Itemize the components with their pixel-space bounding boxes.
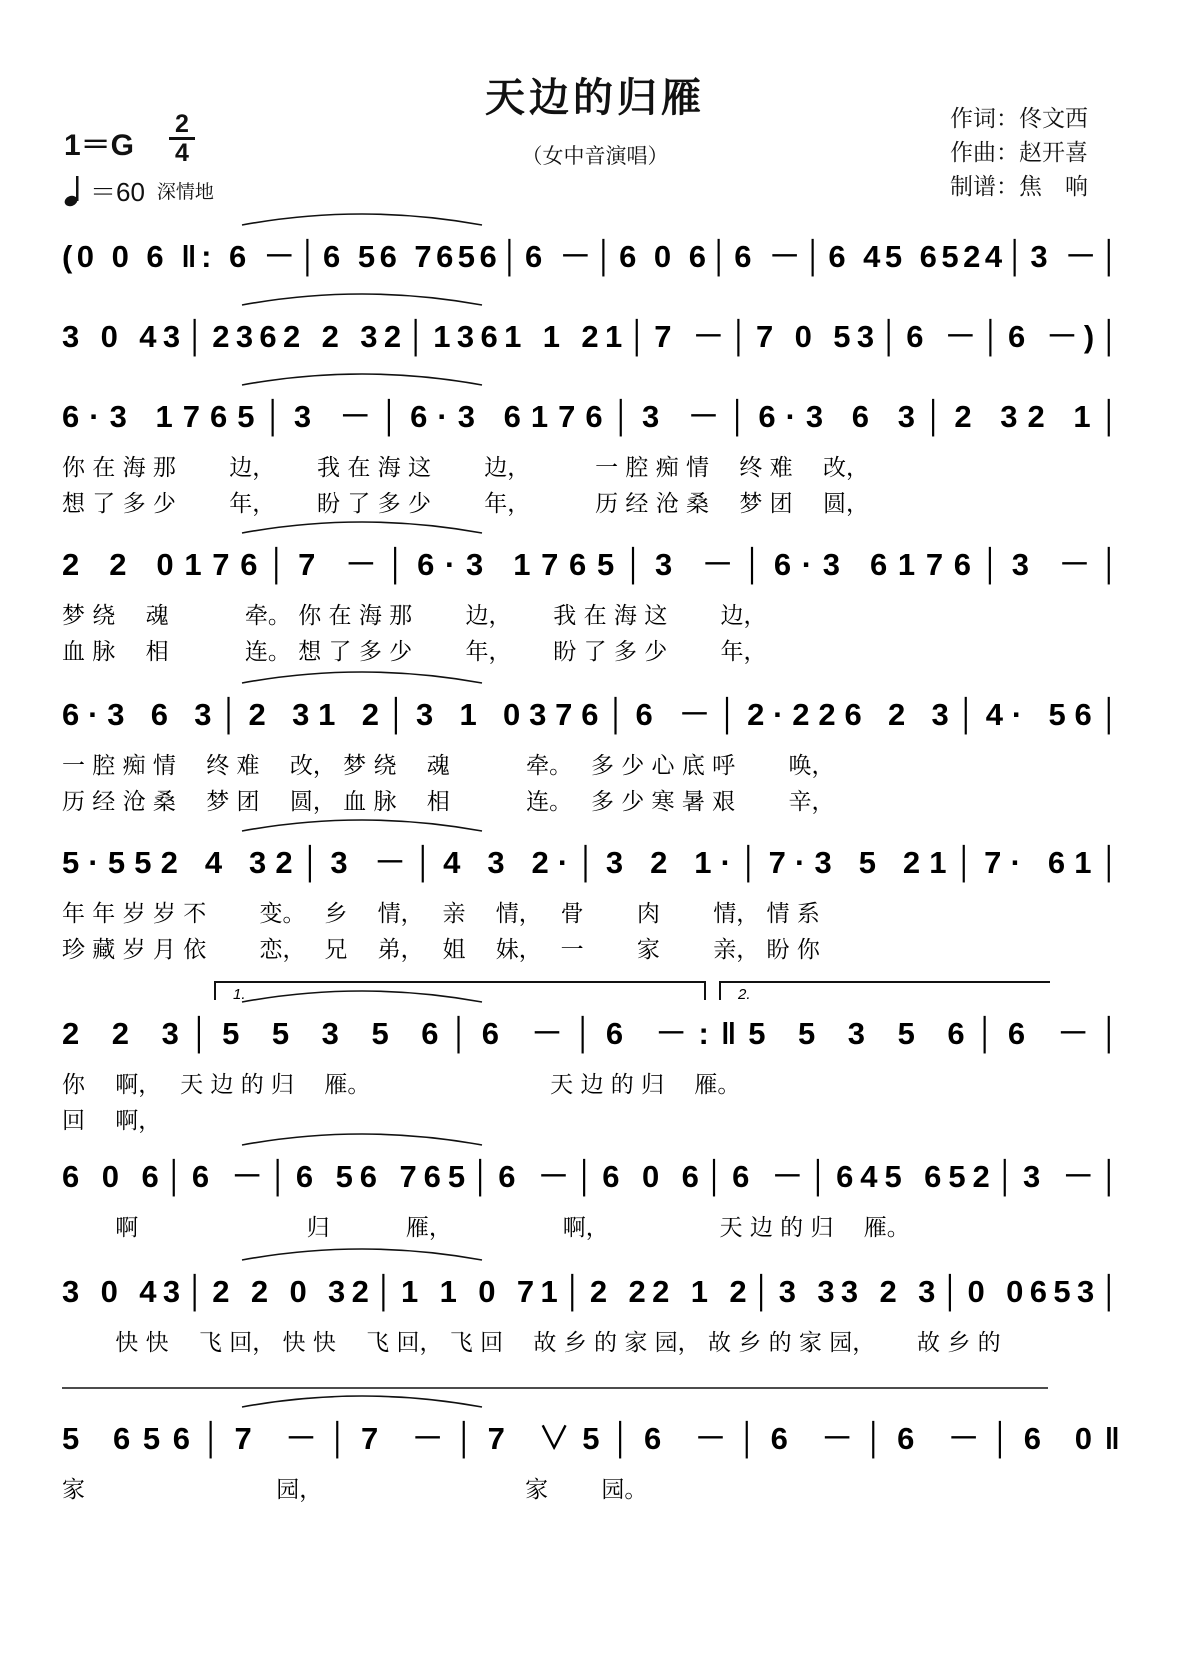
time-signature-top: 2 [175, 110, 189, 138]
slur-arc [242, 522, 482, 533]
lyric-line-1: 你 啊， 天 边 的 归 雁。 天 边 的 归 雁。 [62, 1072, 741, 1098]
score-row-5 [62, 672, 1120, 815]
transcriber-credit: 制谱：焦 响 [950, 174, 1088, 200]
score-row-10 [62, 1396, 1120, 1503]
key-signature: 1＝G [64, 129, 135, 162]
slur-arc [242, 1396, 482, 1407]
score-row-1 [62, 214, 1120, 277]
lyricist-credit: 作词：佟文西 [950, 106, 1088, 132]
score-row-9 [62, 1249, 1120, 1356]
expression-mark: 深情地 [156, 182, 214, 203]
notation-line: 3 0 43│2 2 0 32│1 1 0 71│2 22 1 2│3 33 2 3│0 0653│ [62, 1274, 1121, 1309]
lyric-line-1: 啊 归 雁， 啊， 天 边 的 归 雁。 [62, 1215, 910, 1241]
tempo-value: ＝60 [90, 177, 145, 207]
slur-arc [242, 820, 482, 831]
lyric-line-2: 珍 藏 岁 月 依 恋， 兄 弟， 姐 妹， 一 家 亲， 盼 你 [62, 937, 820, 963]
composer-credit: 作曲：赵开喜 [950, 140, 1088, 166]
notation-line: 3 0 43│2362 2 32│1361 1 21│7 －│7 0 53│6 －│6 －)│ [62, 319, 1121, 354]
score-row-7 [62, 982, 1120, 1134]
lyric-line-1: 一 腔 痴 情 终 难 改， 梦 绕 魂 牵。 多 少 心 底 呼 唤， [62, 753, 835, 779]
notation-line: 2 2 0176│7 －│6·3 1765│3 －│6·3 6176│3 －│ [62, 547, 1120, 582]
time-signature-bottom: 4 [175, 139, 189, 167]
volta-label-1: 1. [233, 986, 246, 1003]
lyric-line-1: 梦 绕 魂 牵。 你 在 海 那 边， 我 在 海 这 边， [62, 603, 767, 629]
score-row-6 [62, 820, 1120, 963]
notation-line: 6·3 6 3│2 31 2│3 1 0376│6 －│2·226 2 3│4· 56│ [62, 697, 1121, 732]
slur-arc [242, 1134, 482, 1145]
volta-bracket-1 [215, 982, 705, 1000]
lyric-line-2: 回 啊， [62, 1108, 162, 1134]
notation-line: 6·3 1765│3 －│6·3 6176│3 －│6·3 6 3│2 32 1│ [62, 399, 1121, 434]
lyric-line-1: 你 在 海 那 边， 我 在 海 这 边， 一 腔 痴 情 终 难 改， [62, 455, 869, 481]
slur-arc [242, 991, 482, 1002]
slur-arc [242, 1249, 482, 1260]
notation-line: 5·552 4 32│3 －│4 3 2·│3 2 1·│7·3 5 21│7· 61│ [62, 845, 1120, 880]
notation-line: (0 0 6 ‖: 6 －│6 56 7656│6 －│6 0 6│6 －│6 45 6524│3 －│ [62, 239, 1120, 274]
slur-arc [242, 672, 482, 683]
notation-line: 5 656│7 －│7 －│7 ∨5│6 －│6 －│6 －│6 0‖ [62, 1421, 1120, 1456]
song-title: 天边的归雁 [485, 74, 705, 121]
notation-line: 6 0 6│6 －│6 56 765│6 －│6 0 6│6 －│645 652│3 －│ [62, 1159, 1120, 1194]
score-row-8 [62, 1134, 1120, 1241]
slur-arc [242, 374, 482, 385]
volta-label-2: 2. [738, 986, 751, 1003]
lyric-line-1: 家 园， 家 园。 [62, 1477, 648, 1503]
lyric-line-2: 血 脉 相 连。 想 了 多 少 年， 盼 了 多 少 年， [62, 639, 767, 665]
score-row-4 [62, 522, 1120, 665]
lyric-line-2: 想 了 多 少 年， 盼 了 多 少 年， 历 经 沧 桑 梦 团 圆， [62, 491, 869, 517]
slur-arc [242, 214, 482, 225]
performer-note: （女中音演唱） [521, 144, 669, 168]
slur-arc [242, 294, 482, 305]
notation-line: 2 2 3│5 5 3 5 6│6 －│6 －:‖5 5 3 5 6│6 －│ [62, 1016, 1120, 1051]
score-row-2 [62, 294, 1120, 357]
lyric-line-1: 快 快 飞 回， 快 快 飞 回， 飞 回 故 乡 的 家 园， 故 乡 的 家 园， 故 乡 的 [62, 1330, 1001, 1356]
lyric-line-1: 年 年 岁 岁 不 变。 乡 情， 亲 情， 骨 肉 情， 情 系 [62, 901, 820, 927]
score-row-3 [62, 374, 1120, 517]
lyric-line-2: 历 经 沧 桑 梦 团 圆， 血 脉 相 连。 多 少 寒 暑 艰 辛， [62, 789, 835, 815]
volta-bracket-2 [720, 982, 1050, 1000]
